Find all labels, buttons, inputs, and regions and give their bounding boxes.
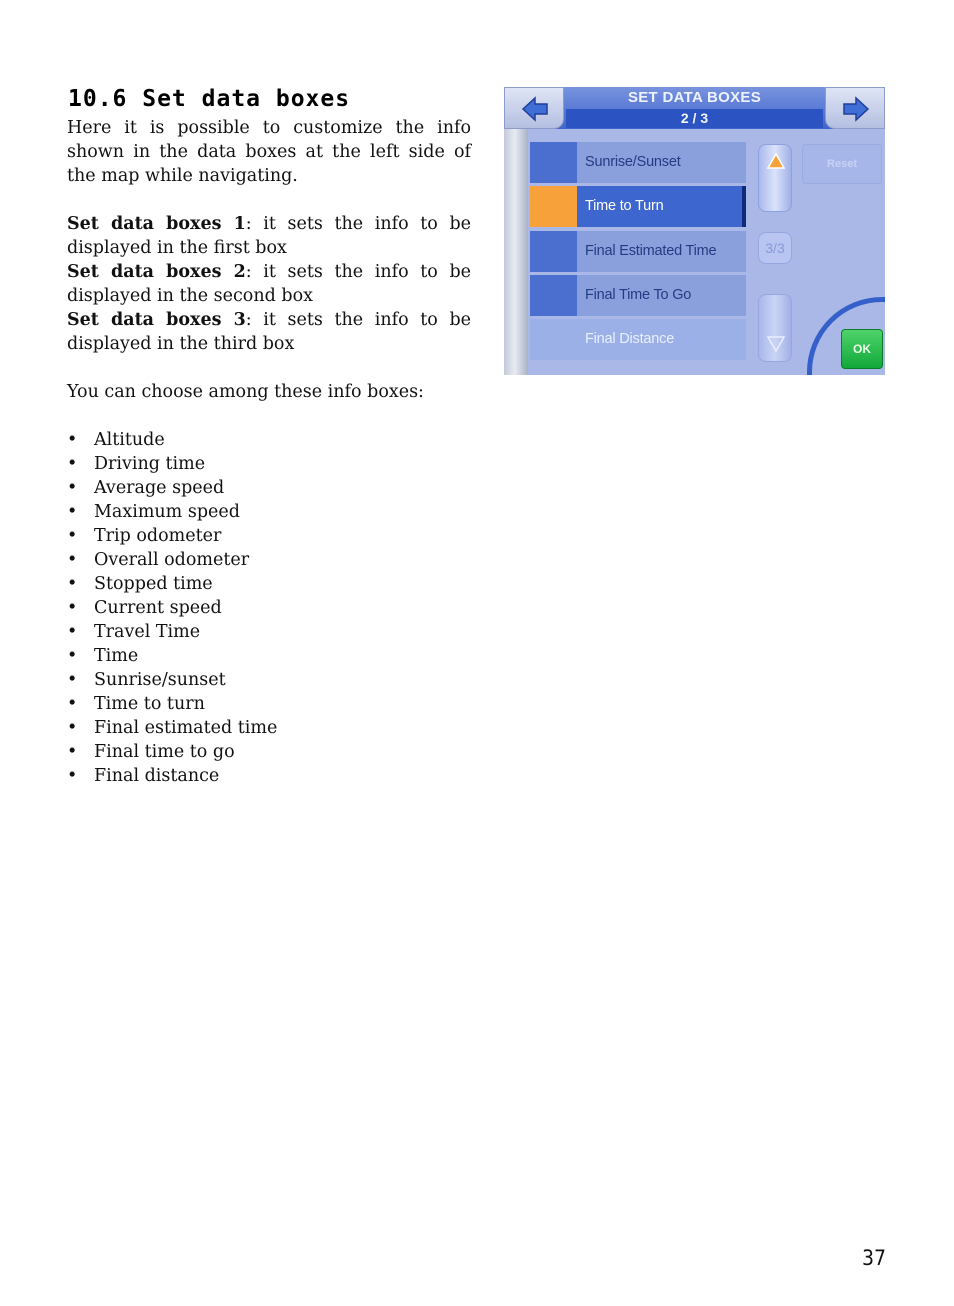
- bullet: •: [67, 694, 78, 714]
- definition-term: Set data boxes 3: [67, 310, 246, 330]
- list-item-text: Final distance: [94, 766, 220, 786]
- list-item: [67, 428, 471, 452]
- next-button[interactable]: [825, 87, 885, 129]
- scroll-down-button[interactable]: [758, 294, 792, 362]
- data-box-list: [530, 142, 746, 363]
- list-item-text: Final estimated time: [94, 718, 278, 738]
- bullet: •: [67, 598, 78, 618]
- list-item[interactable]: [530, 275, 746, 316]
- triangle-up-icon: [766, 152, 786, 170]
- list-item: [67, 668, 471, 692]
- ok-button[interactable]: OK: [841, 329, 883, 369]
- bullet: •: [67, 550, 78, 570]
- definition-term: Set data boxes 1: [67, 214, 246, 234]
- list-item-text: Average speed: [94, 478, 225, 498]
- list-item[interactable]: [530, 142, 746, 183]
- list-item: [67, 716, 471, 740]
- row-label: Time to Turn: [585, 198, 664, 215]
- bullet: •: [67, 766, 78, 786]
- list-item-text: Stopped time: [94, 574, 213, 594]
- row-label: Sunrise/Sunset: [585, 154, 681, 170]
- left-rail: [504, 129, 528, 375]
- list-item-text: Altitude: [94, 430, 165, 450]
- reset-button[interactable]: Reset: [802, 144, 882, 184]
- page-indicator: 2 / 3: [566, 109, 823, 128]
- list-item[interactable]: [530, 319, 746, 360]
- bullet: •: [67, 454, 78, 474]
- intro-paragraph: Here it is possible to customize the info shown in the data boxes at the left side of the map while navigating.: [67, 118, 471, 186]
- row-swatch: [530, 142, 577, 183]
- row-swatch: [530, 186, 577, 227]
- list-item: [67, 596, 471, 620]
- definition-3: [67, 308, 471, 356]
- row-swatch: [530, 231, 577, 272]
- list-item-text: Overall odometer: [94, 550, 250, 570]
- bullet: •: [67, 430, 78, 450]
- row-swatch: [530, 319, 577, 360]
- page-number: 37: [861, 1246, 886, 1270]
- row-label: Final Time To Go: [585, 286, 692, 303]
- list-item: [67, 524, 471, 548]
- bullet: •: [67, 670, 78, 690]
- arrow-left-icon: [521, 96, 549, 122]
- list-item-text: Final time to go: [94, 742, 235, 762]
- bullet: •: [67, 646, 78, 666]
- list-item-text: Maximum speed: [94, 502, 240, 522]
- text-column: [67, 116, 471, 788]
- list-item-text: Driving time: [94, 454, 206, 474]
- row-swatch: [530, 275, 577, 316]
- section-heading: 10.6 Set data boxes: [68, 86, 351, 112]
- device-screen: [504, 87, 885, 375]
- list-item[interactable]: [530, 231, 746, 272]
- definition-1: [67, 212, 471, 260]
- row-label: Final Estimated Time: [585, 242, 717, 259]
- list-item-text: Time: [94, 646, 139, 666]
- definition-2: [67, 260, 471, 308]
- list-item-text: Sunrise/sunset: [94, 670, 226, 690]
- list-item: [67, 764, 471, 788]
- definition-term: Set data boxes 2: [67, 262, 246, 282]
- definition-desc: : it sets the info to be displayed in the third box: [67, 310, 472, 354]
- list-item-text: Time to turn: [94, 694, 205, 714]
- arrow-right-icon: [842, 96, 870, 122]
- bullet: •: [67, 502, 78, 522]
- bullet: •: [67, 718, 78, 738]
- scroll-page-counter: 3/3: [758, 232, 792, 264]
- previous-button[interactable]: [504, 87, 564, 129]
- bullet: •: [67, 526, 78, 546]
- info-box-list: [67, 428, 471, 788]
- list-item: [67, 452, 471, 476]
- choose-paragraph: You can choose among these info boxes:: [67, 382, 424, 402]
- list-item-text: Current speed: [94, 598, 222, 618]
- list-item: [67, 500, 471, 524]
- definition-desc: : it sets the info to be displayed in the second box: [67, 262, 472, 306]
- list-item: [67, 476, 471, 500]
- bullet: •: [67, 622, 78, 642]
- list-item-selected[interactable]: [530, 186, 746, 227]
- list-item: [67, 548, 471, 572]
- scroll-up-button[interactable]: [758, 144, 792, 212]
- list-item: [67, 740, 471, 764]
- definition-desc: : it sets the info to be displayed in the first box: [67, 214, 472, 258]
- list-item: [67, 572, 471, 596]
- bullet: •: [67, 574, 78, 594]
- list-item: [67, 692, 471, 716]
- list-item: [67, 620, 471, 644]
- row-label: Final Distance: [585, 331, 675, 348]
- screen-title: SET DATA BOXES: [627, 89, 762, 106]
- bullet: •: [67, 742, 78, 762]
- triangle-down-icon: [766, 335, 786, 353]
- list-item-text: Trip odometer: [94, 526, 222, 546]
- bullet: •: [67, 478, 78, 498]
- list-item-text: Travel Time: [94, 622, 201, 642]
- list-item: [67, 644, 471, 668]
